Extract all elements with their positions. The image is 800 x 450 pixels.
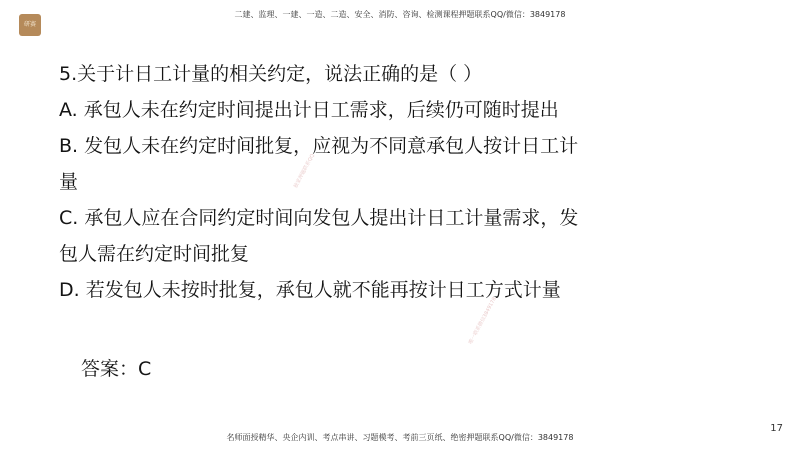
brand-logo-text: 研赛 — [23, 21, 36, 28]
option-d: D. 若发包人未按时批复，承包人就不能再按计日工方式计量 — [59, 279, 561, 301]
option-c-line-1: C. 承包人应在合同约定时间向发包人提出计日工计量需求，发 — [59, 207, 579, 229]
option-b-line-1: B. 发包人未在约定时间批复，应视为不同意承包人按计日工计 — [59, 135, 579, 157]
watermark-text: 唯一联系微信3849178 — [467, 296, 498, 346]
answer-text: 答案：C — [81, 358, 152, 380]
option-c-line-2: 包人需在约定时间批复 — [59, 243, 250, 265]
option-b-line-2: 量 — [59, 171, 79, 193]
option-a: A. 承包人未在约定时间提出计日工需求，后续仍可随时提出 — [59, 99, 559, 121]
page-number: 17 — [770, 423, 783, 434]
footer-contact-notice: 名师面授精华、央企内训、考点串讲、习题模考、考前三页纸、绝密押题联系QQ/微信：3849178 — [226, 433, 574, 442]
watermark-text: 独家押题联系QQ — [292, 153, 316, 190]
question-block — [59, 60, 659, 312]
question-title: 5.关于计日工计量的相关约定，说法正确的是（ ） — [59, 63, 483, 85]
header-contact-notice: 二建、监理、一建、一造、二造、安全、消防、咨询、检测课程押题联系QQ/微信：3849178 — [234, 10, 566, 19]
